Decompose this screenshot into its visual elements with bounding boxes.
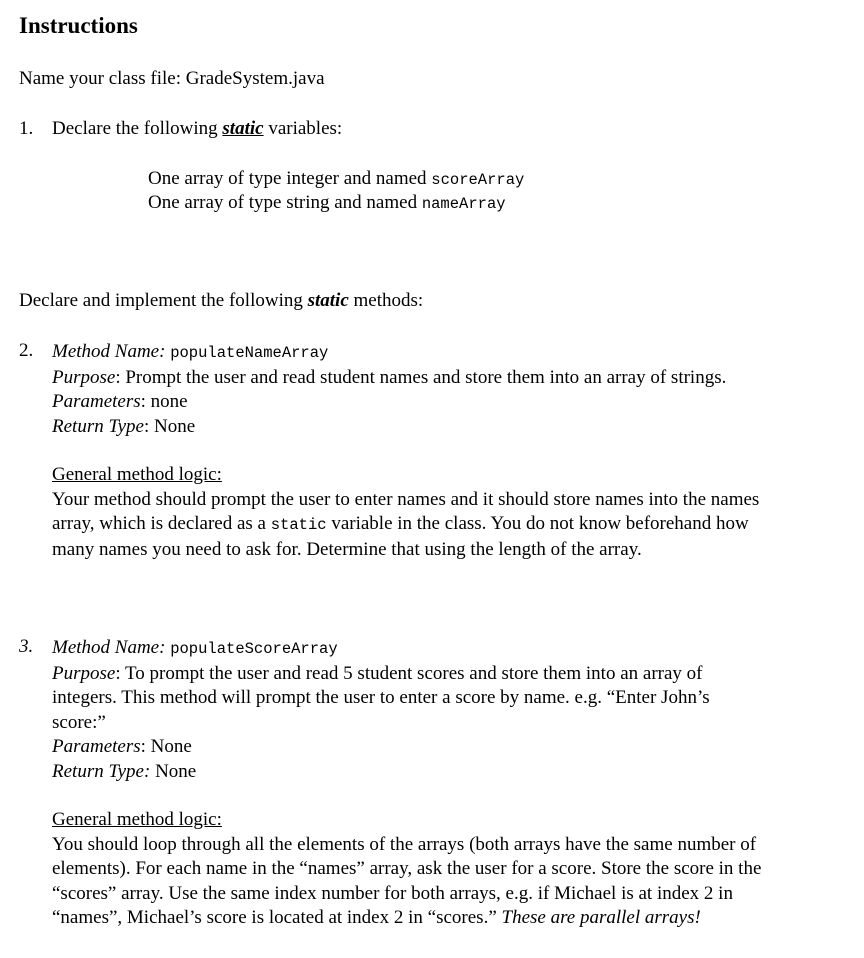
parameters-line [52,735,858,760]
return-type-label: Return Type [52,415,144,437]
purpose-text: : To prompt the user and read 5 student scores and store them into an array of [115,662,703,684]
method-name-line [52,636,858,662]
logic-line [52,906,858,931]
purpose-label: Purpose [52,662,116,684]
methods-intro-keyword: static [307,290,349,311]
step-3-block [52,636,858,931]
logic-code: static [270,516,327,534]
methods-intro-suffix: methods: [348,290,424,311]
return-type-text: None [150,760,197,782]
logic-text: variable in the class. You do not know beforehand how [326,513,749,534]
logic-line: many names you need to ask for. Determine that using the length of the array. [52,538,642,560]
purpose-line [52,662,858,687]
logic-line: elements). For each name in the “names” array, ask the user for a score. Store the score in the [52,858,762,879]
method-name-label: Method Name: [52,637,166,658]
return-type-line [52,415,858,440]
purpose-text: integers. This method will prompt the user to enter a score by name. e.g. “Enter John’s [52,687,710,708]
class-file-name: GradeSystem.java [185,68,325,89]
logic-heading: General method logic: [52,464,222,485]
parameters-line [52,390,858,415]
var-code: scoreArray [431,171,525,189]
var-code: nameArray [421,195,506,213]
var-line-score [148,168,524,190]
step-1-suffix: variables: [263,118,343,139]
logic-line: “scores” array. Use the same index number for both arrays, e.g. if Michael is at index 2 in [52,882,733,904]
method-name-label: Method Name: [52,341,166,362]
step-1-number: 1. [19,118,34,139]
method-name-value: populateScoreArray [170,640,338,658]
purpose-line [52,366,858,391]
return-type-label: Return Type: [52,760,151,782]
step-2-number: 2. [19,340,34,361]
logic-text: “names”, Michael’s score is located at index 2 in “scores.” [52,907,502,928]
method-name-value: populateNameArray [170,344,329,362]
logic-line: You should loop through all the elements of the arrays (both arrays have the same number of [52,833,757,855]
var-desc: One array of type integer and named [148,168,432,189]
class-file-line [19,68,325,90]
page-title: Instructions [19,13,138,38]
method-name-line [52,340,858,366]
step-3-number: 3. [19,636,34,657]
step-1-text [52,118,342,140]
parameters-label: Parameters [52,391,141,412]
var-line-name [148,192,506,214]
logic-line [52,512,858,538]
parameters-label: Parameters [52,736,141,757]
step-2-block [52,340,858,562]
purpose-text: : Prompt the user and read student names and store them into an array of strings. [115,366,727,388]
step-1-prefix: Declare the following [52,118,223,139]
logic-emphasis: These are parallel arrays! [501,907,701,928]
parameters-text: : none [140,391,188,412]
return-type-text: : None [144,415,196,437]
return-type-line [52,760,858,785]
purpose-text: score:” [52,711,106,733]
var-desc: One array of type string and named [148,192,422,213]
step-1-keyword: static [222,118,264,139]
methods-intro [19,290,423,312]
parameters-text: : None [140,736,192,757]
logic-text: array, which is declared as a [52,513,271,534]
logic-heading: General method logic: [52,809,222,830]
methods-intro-prefix: Declare and implement the following [19,290,308,311]
class-file-label: Name your class file: [19,68,186,89]
logic-line: Your method should prompt the user to enter names and it should store names into the names [52,488,760,510]
purpose-label: Purpose [52,366,116,388]
